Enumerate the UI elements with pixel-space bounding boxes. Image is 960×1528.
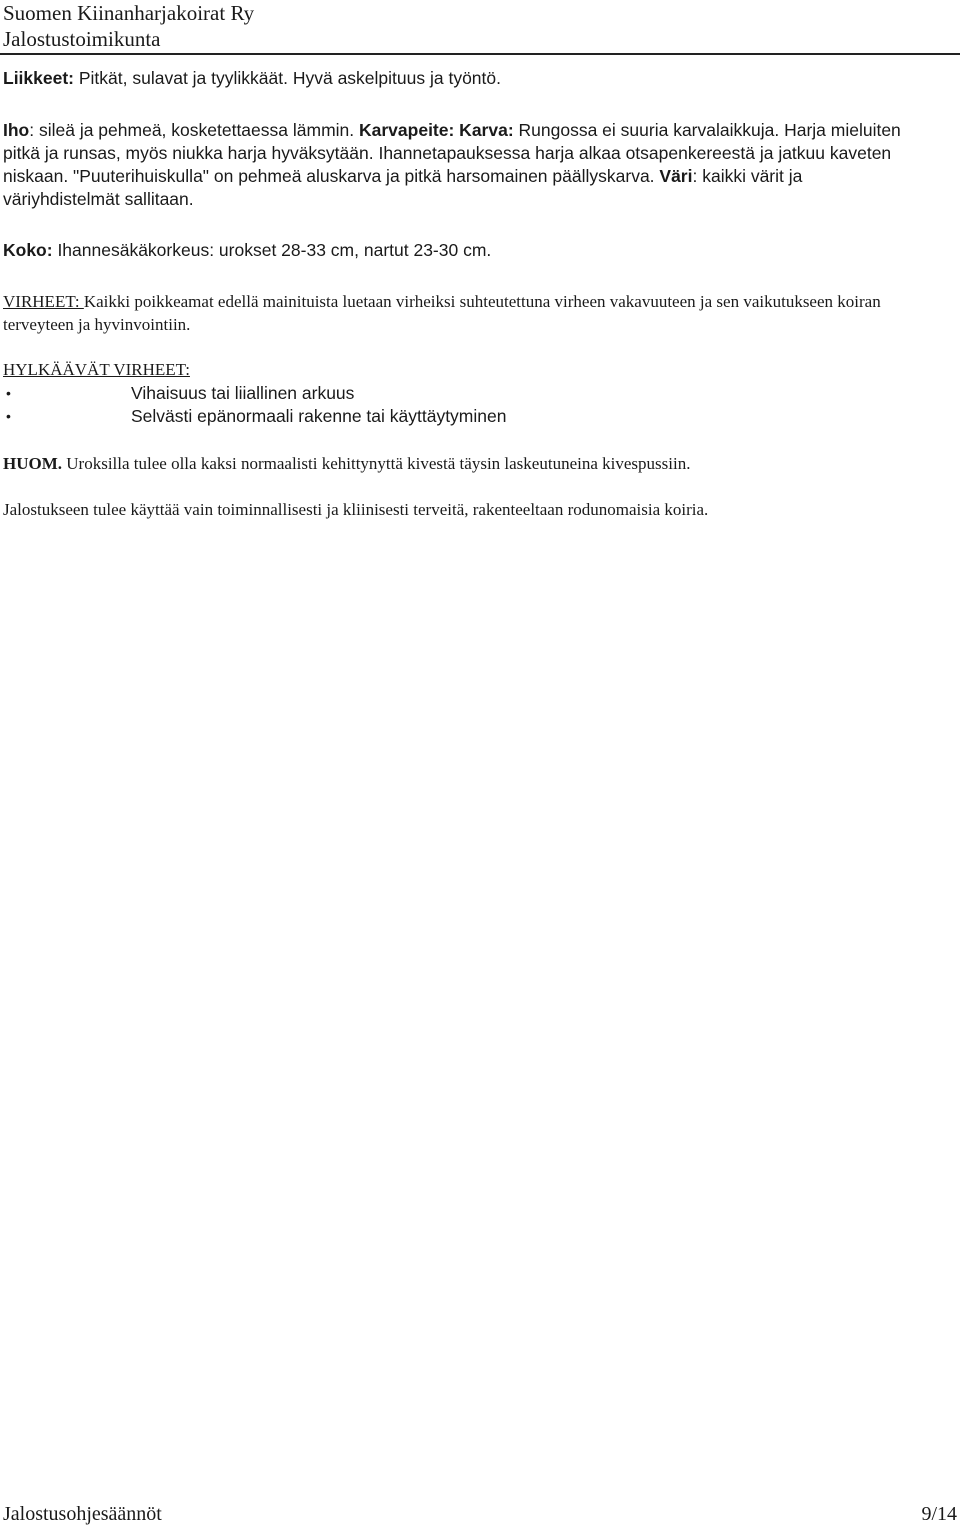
- koko-label: Koko:: [3, 240, 53, 260]
- vari-text: : kaikki värit ja väriyhdistelmät sallitaan.: [3, 166, 803, 209]
- huom-label: HUOM.: [3, 454, 63, 473]
- hylkaavat-label: HYLKÄÄVÄT VIRHEET:: [3, 360, 190, 379]
- section-jalostus: [3, 498, 923, 521]
- bullet-icon: •: [6, 385, 11, 401]
- section-huom: [3, 452, 923, 475]
- page-header: [3, 0, 254, 52]
- iho-label: Iho: [3, 120, 30, 140]
- karvapeite-label: Karvapeite: Karva:: [359, 120, 514, 140]
- header-committee: Jalostustoimikunta: [3, 27, 161, 51]
- footer-title: Jalostusohjesäännöt: [3, 1503, 162, 1525]
- section-iho: [3, 119, 903, 211]
- hylkaavat-heading: [3, 358, 923, 381]
- list-item-text: Vihaisuus tai liiallinen arkuus: [131, 383, 355, 403]
- header-org: Suomen Kiinanharjakoirat Ry: [3, 1, 255, 25]
- list-item: [3, 382, 903, 405]
- virheet-label: VIRHEET:: [3, 292, 84, 311]
- vari-label: Väri: [659, 166, 693, 186]
- page-number: 9/14: [921, 1503, 957, 1525]
- iho-text: : sileä ja pehmeä, kosketettaessa lämmin.: [29, 120, 359, 140]
- header-divider: [0, 53, 960, 55]
- liikkeet-text: Pitkät, sulavat ja tyylikkäät. Hyvä askelpituus ja työntö.: [74, 68, 501, 88]
- bullet-icon: •: [6, 408, 11, 424]
- huom-text: Uroksilla tulee olla kaksi normaalisti kehittynyttä kivestä täysin laskeutuneina kivespussiin.: [62, 454, 691, 473]
- koko-text: Ihannesäkäkorkeus: urokset 28-33 cm, nartut 23-30 cm.: [52, 240, 492, 260]
- virheet-text: Kaikki poikkeamat edellä mainituista luetaan virheiksi suhteutettuna virheen vakavuuteen ja sen vaikutukseen koiran terveyteen ja hyvinvointiin.: [3, 292, 881, 334]
- hylkaavat-list: [3, 382, 903, 428]
- liikkeet-label: Liikkeet:: [3, 68, 74, 88]
- list-item-text: Selvästi epänormaali rakenne tai käyttäytyminen: [131, 406, 507, 426]
- section-liikkeet: [3, 67, 923, 90]
- section-koko: [3, 239, 923, 262]
- section-virheet: [3, 290, 903, 336]
- jalostus-text: Jalostukseen tulee käyttää vain toiminnallisesti ja kliinisesti terveitä, rakenteeltaan rodunomaisia koiria.: [3, 500, 709, 519]
- list-item: [3, 405, 903, 428]
- karvapeite-text: Rungossa ei suuria karvalaikkuja. Harja mieluiten pitkä ja runsas, myös niukka harja hyväksytään. Ihannetapauksessa harja alkaa otsapenkereestä ja jatkuu kaveten niskaan. "Puuterihuiskulla" on pehmeä aluskarva ja pitkä harsomainen päällyskarva.: [3, 120, 901, 186]
